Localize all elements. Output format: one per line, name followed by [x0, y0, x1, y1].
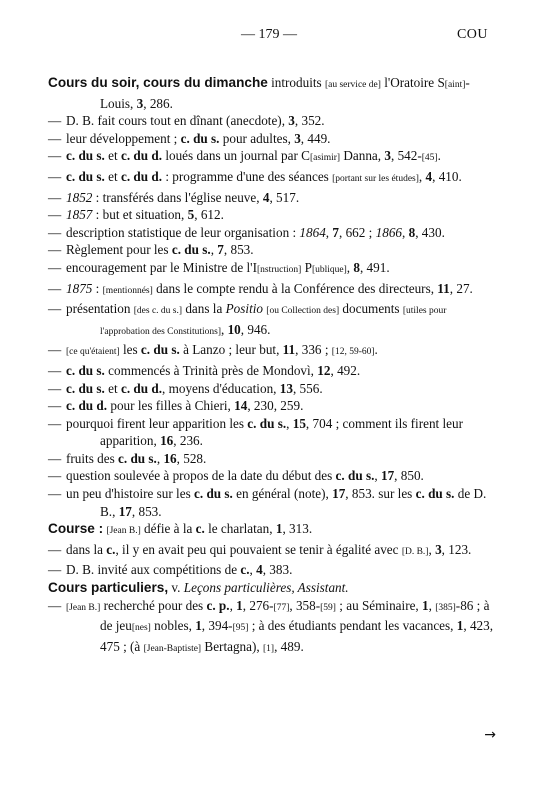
text: l'Oratoire S: [380, 75, 445, 90]
text: commencés à Trinità près de Mondovì,: [104, 362, 318, 378]
text: :: [92, 280, 103, 296]
text: , 517.: [269, 189, 300, 205]
sub-entry: [48, 224, 498, 242]
volume-number: 4: [425, 168, 433, 184]
sub-entry: [48, 168, 498, 189]
year: 1866: [375, 224, 402, 240]
text: , 542-: [390, 148, 422, 164]
text: , 313.: [282, 521, 313, 537]
volume-number: 3: [384, 148, 391, 164]
abbrev: c. du s.: [66, 148, 105, 164]
editor-note: [nstruction]: [256, 264, 302, 275]
text: un peu d'histoire sur les: [66, 486, 195, 502]
volume-number: 8: [408, 224, 416, 240]
text: -Louis,: [100, 75, 470, 111]
text: recherché pour des: [100, 597, 207, 613]
sub-entry: [48, 147, 498, 168]
text: dans la: [66, 541, 107, 557]
text: loués dans un journal par C: [162, 148, 310, 164]
volume-number: 3: [435, 541, 442, 557]
running-head: COU: [456, 27, 488, 42]
sub-entry: [48, 541, 498, 562]
entry-headword: Cours du soir, cours du dimanche: [48, 75, 268, 90]
text: , 853. sur les: [345, 486, 416, 502]
text: Bertagna),: [201, 638, 263, 654]
text: , 336 ;: [295, 342, 332, 358]
text: , 236.: [173, 433, 203, 449]
editor-note: [95]: [232, 623, 249, 634]
text: , 528.: [176, 450, 207, 466]
editor-note: [ce qu'étaient]: [66, 347, 120, 358]
volume-number: 11: [282, 342, 296, 358]
text: ,: [210, 242, 218, 258]
volume-number: 7: [332, 224, 339, 240]
text: ,: [402, 224, 409, 240]
text: , 352.: [294, 113, 325, 129]
page-number: — 179 —: [241, 27, 297, 42]
text: ,: [374, 468, 381, 484]
abbrev: c. du d.: [120, 168, 163, 184]
text: , 850.: [394, 468, 424, 484]
entry-headword: Course :: [48, 521, 104, 537]
editor-note: [Jean B.]: [66, 602, 101, 613]
text: ,: [220, 321, 228, 337]
editor-note: [aint]: [444, 80, 466, 90]
volume-number: 14: [234, 398, 248, 414]
volume-number: 4: [256, 562, 263, 578]
text: , 662 ;: [338, 224, 376, 240]
abbrev: c. du s.: [171, 242, 211, 258]
volume-number: 1: [422, 597, 429, 613]
text: ,: [156, 450, 164, 466]
text: D. B. fait cours tout en dînant (anecdote),: [66, 113, 289, 129]
text: , 423, 475 ; (à: [100, 618, 494, 654]
volume-number: 3: [136, 95, 144, 111]
text: , il y en avait peu qui pouvaient se tenir à égalité avec: [115, 541, 402, 557]
editor-note: [nes]: [131, 623, 151, 634]
editor-note: [Jean-Baptiste]: [143, 643, 202, 654]
text: : programme d'une des séances: [162, 168, 333, 184]
text: description statistique de leur organisation :: [66, 224, 300, 240]
text: D. B. invité aux compétitions de: [66, 562, 241, 578]
text: ,: [325, 224, 333, 240]
text: , moyens d'éducation,: [162, 380, 280, 396]
volume-number: 13: [279, 380, 293, 396]
text: ,: [418, 168, 426, 184]
sub-entry: [48, 561, 498, 579]
text: ; à des étudiants pendant les vacances,: [248, 618, 457, 634]
title: Positio: [225, 301, 263, 317]
continue-arrow-icon: →: [484, 727, 496, 743]
sub-entry: [48, 280, 498, 301]
text: , 489.: [274, 638, 304, 654]
editor-note: [ublique]: [311, 264, 347, 275]
text: à Lanzo ; leur but,: [179, 342, 283, 358]
abbrev: c. du s.: [335, 468, 375, 484]
volume-number: 5: [187, 207, 195, 223]
entry-headword: Cours particuliers,: [48, 580, 169, 596]
sub-entry: [48, 467, 498, 485]
text: présentation: [66, 301, 134, 317]
text: .: [437, 148, 441, 164]
text: le charlatan,: [204, 521, 276, 537]
abbrev: c.: [195, 521, 205, 537]
editor-note: [D. B.]: [401, 546, 429, 557]
index-entry: [48, 74, 498, 112]
text: : but et situation,: [92, 207, 188, 223]
text: , 853.: [223, 242, 254, 258]
text: , 394-: [201, 618, 233, 634]
abbrev: c. du d.: [120, 148, 163, 164]
text: fruits des: [66, 450, 119, 466]
text: v.: [168, 580, 184, 596]
year: 1857: [66, 207, 93, 223]
text: ,: [428, 541, 436, 557]
text: en général (note),: [232, 486, 333, 502]
editor-note: [12, 59-60]: [331, 347, 375, 358]
editor-note: [385]: [435, 602, 456, 613]
text: , 853.: [131, 503, 162, 519]
text: leur développement ;: [66, 130, 181, 146]
text: et: [104, 168, 121, 184]
text: , 383.: [262, 562, 293, 578]
editor-note: [1]: [263, 643, 275, 654]
editor-note: [77]: [273, 602, 290, 613]
volume-number: 3: [288, 113, 295, 129]
text: Règlement pour les: [66, 242, 172, 258]
text: , 430.: [415, 224, 445, 240]
abbrev: c. du s.: [66, 362, 105, 378]
text: , 946.: [240, 321, 271, 337]
text: , 556.: [292, 380, 323, 396]
sub-entry: [48, 341, 498, 362]
text: , 449.: [300, 130, 331, 146]
sub-entry: [48, 130, 498, 148]
text: : transférés dans l'église neuve,: [92, 189, 263, 205]
volume-number: 17: [380, 468, 395, 484]
abbrev: c. du s.: [194, 486, 233, 502]
volume-number: 1: [456, 618, 464, 634]
sub-entry: [48, 259, 498, 280]
editor-note: [45]: [421, 153, 438, 164]
abbrev: c. du s.: [118, 450, 157, 466]
volume-number: 17: [332, 486, 346, 502]
sub-entry: [48, 597, 498, 659]
text: ; au Séminaire,: [335, 597, 423, 613]
abbrev: c. du s.: [180, 130, 220, 146]
volume-number: 11: [437, 280, 450, 296]
text: , 123.: [441, 541, 472, 557]
text: encouragement par le Ministre de l'I: [66, 259, 257, 275]
abbrev: c.: [240, 562, 250, 578]
text: nobles,: [150, 618, 196, 634]
text: documents: [339, 301, 403, 317]
text: et: [104, 148, 121, 164]
year: 1852: [66, 189, 93, 205]
sub-entry: [48, 206, 498, 224]
text: ,: [346, 259, 354, 275]
index-content: [48, 74, 498, 658]
text: ,: [229, 597, 237, 613]
text: question soulevée à propos de la date du début des: [66, 468, 336, 484]
text: , 230, 259.: [247, 398, 304, 414]
editor-note: [portant sur les études]: [332, 173, 419, 184]
editor-note: [mentionnés]: [102, 285, 153, 296]
text: , 612.: [194, 207, 224, 223]
volume-number: 4: [262, 189, 270, 205]
text: pour adultes,: [219, 130, 295, 146]
text: ,: [428, 597, 436, 613]
abbrev: c. du d.: [66, 398, 108, 414]
index-entry: [48, 520, 498, 541]
text: , 492.: [330, 362, 361, 378]
abbrev: c. du s.: [247, 415, 287, 431]
text: dans la: [182, 301, 226, 317]
text: -86 ; à de jeu: [100, 597, 490, 634]
text: pour les filles à Chieri,: [107, 398, 235, 414]
volume-number: 17: [118, 503, 132, 519]
sub-entry: [48, 397, 498, 415]
sub-entry: [48, 380, 498, 398]
volume-number: 1: [195, 618, 202, 634]
sub-entry: [48, 450, 498, 468]
text: , 410.: [432, 168, 462, 184]
editor-note: [asimir]: [309, 153, 341, 164]
sub-entry: [48, 241, 498, 259]
text: dans le compte rendu à la Conférence des directeurs,: [152, 280, 438, 296]
abbrev: c. du s.: [140, 342, 180, 358]
page-header: [0, 27, 538, 47]
volume-number: 3: [294, 130, 301, 146]
text: Danna,: [340, 148, 385, 164]
text: les: [119, 342, 141, 358]
volume-number: 16: [163, 450, 177, 466]
abbrev: c. du s.: [415, 486, 455, 502]
editor-note: [au service de]: [324, 80, 381, 90]
sub-entry: [48, 189, 498, 207]
text: , 27.: [449, 280, 473, 296]
volume-number: 8: [353, 259, 360, 275]
sub-entry: [48, 362, 498, 380]
sub-entry: [48, 112, 498, 130]
year: 1875: [66, 280, 93, 296]
editor-note: [Jean B.]: [106, 526, 141, 537]
text: ,: [286, 415, 293, 431]
abbrev: c. du s.: [66, 380, 105, 396]
text: introduits: [267, 75, 325, 90]
text: .: [374, 342, 378, 358]
text: , 276-: [242, 597, 274, 613]
year: 1864: [299, 224, 326, 240]
volume-number: 10: [227, 321, 241, 337]
text: , 286.: [143, 95, 173, 111]
volume-number: 16: [160, 433, 174, 449]
text: de D. B.,: [100, 486, 487, 519]
text: , 358-: [289, 597, 321, 613]
volume-number: 1: [236, 597, 243, 613]
sub-entry: [48, 415, 498, 450]
text: , 704 ; comment ils firent leur apparition,: [100, 415, 464, 449]
text: ,: [249, 562, 257, 578]
sub-entry: [48, 300, 498, 341]
abbrev: c. p.: [206, 597, 230, 613]
volume-number: 12: [317, 362, 331, 378]
text: défie à la: [140, 521, 196, 537]
editor-note: [utiles pour l'approbation des Constitutions]: [100, 306, 447, 337]
abbrev: c. du d.: [120, 380, 163, 396]
text: , 491.: [359, 259, 390, 275]
text: pourquoi firent leur apparition les: [66, 415, 248, 431]
sub-entry: [48, 485, 498, 520]
volume-number: 15: [292, 415, 306, 431]
editor-note: [ou Collection des]: [266, 306, 340, 317]
text: et: [104, 380, 121, 396]
abbrev: c. du s.: [66, 168, 105, 184]
text: P: [301, 259, 312, 275]
editor-note: [59]: [320, 602, 336, 613]
volume-number: 7: [217, 242, 224, 258]
editor-note: [des c. du s.]: [133, 306, 183, 317]
index-entry: [48, 579, 498, 597]
volume-number: 1: [275, 521, 283, 537]
cross-reference: Leçons particulières, Assistant.: [183, 580, 349, 596]
abbrev: c.: [106, 541, 116, 557]
